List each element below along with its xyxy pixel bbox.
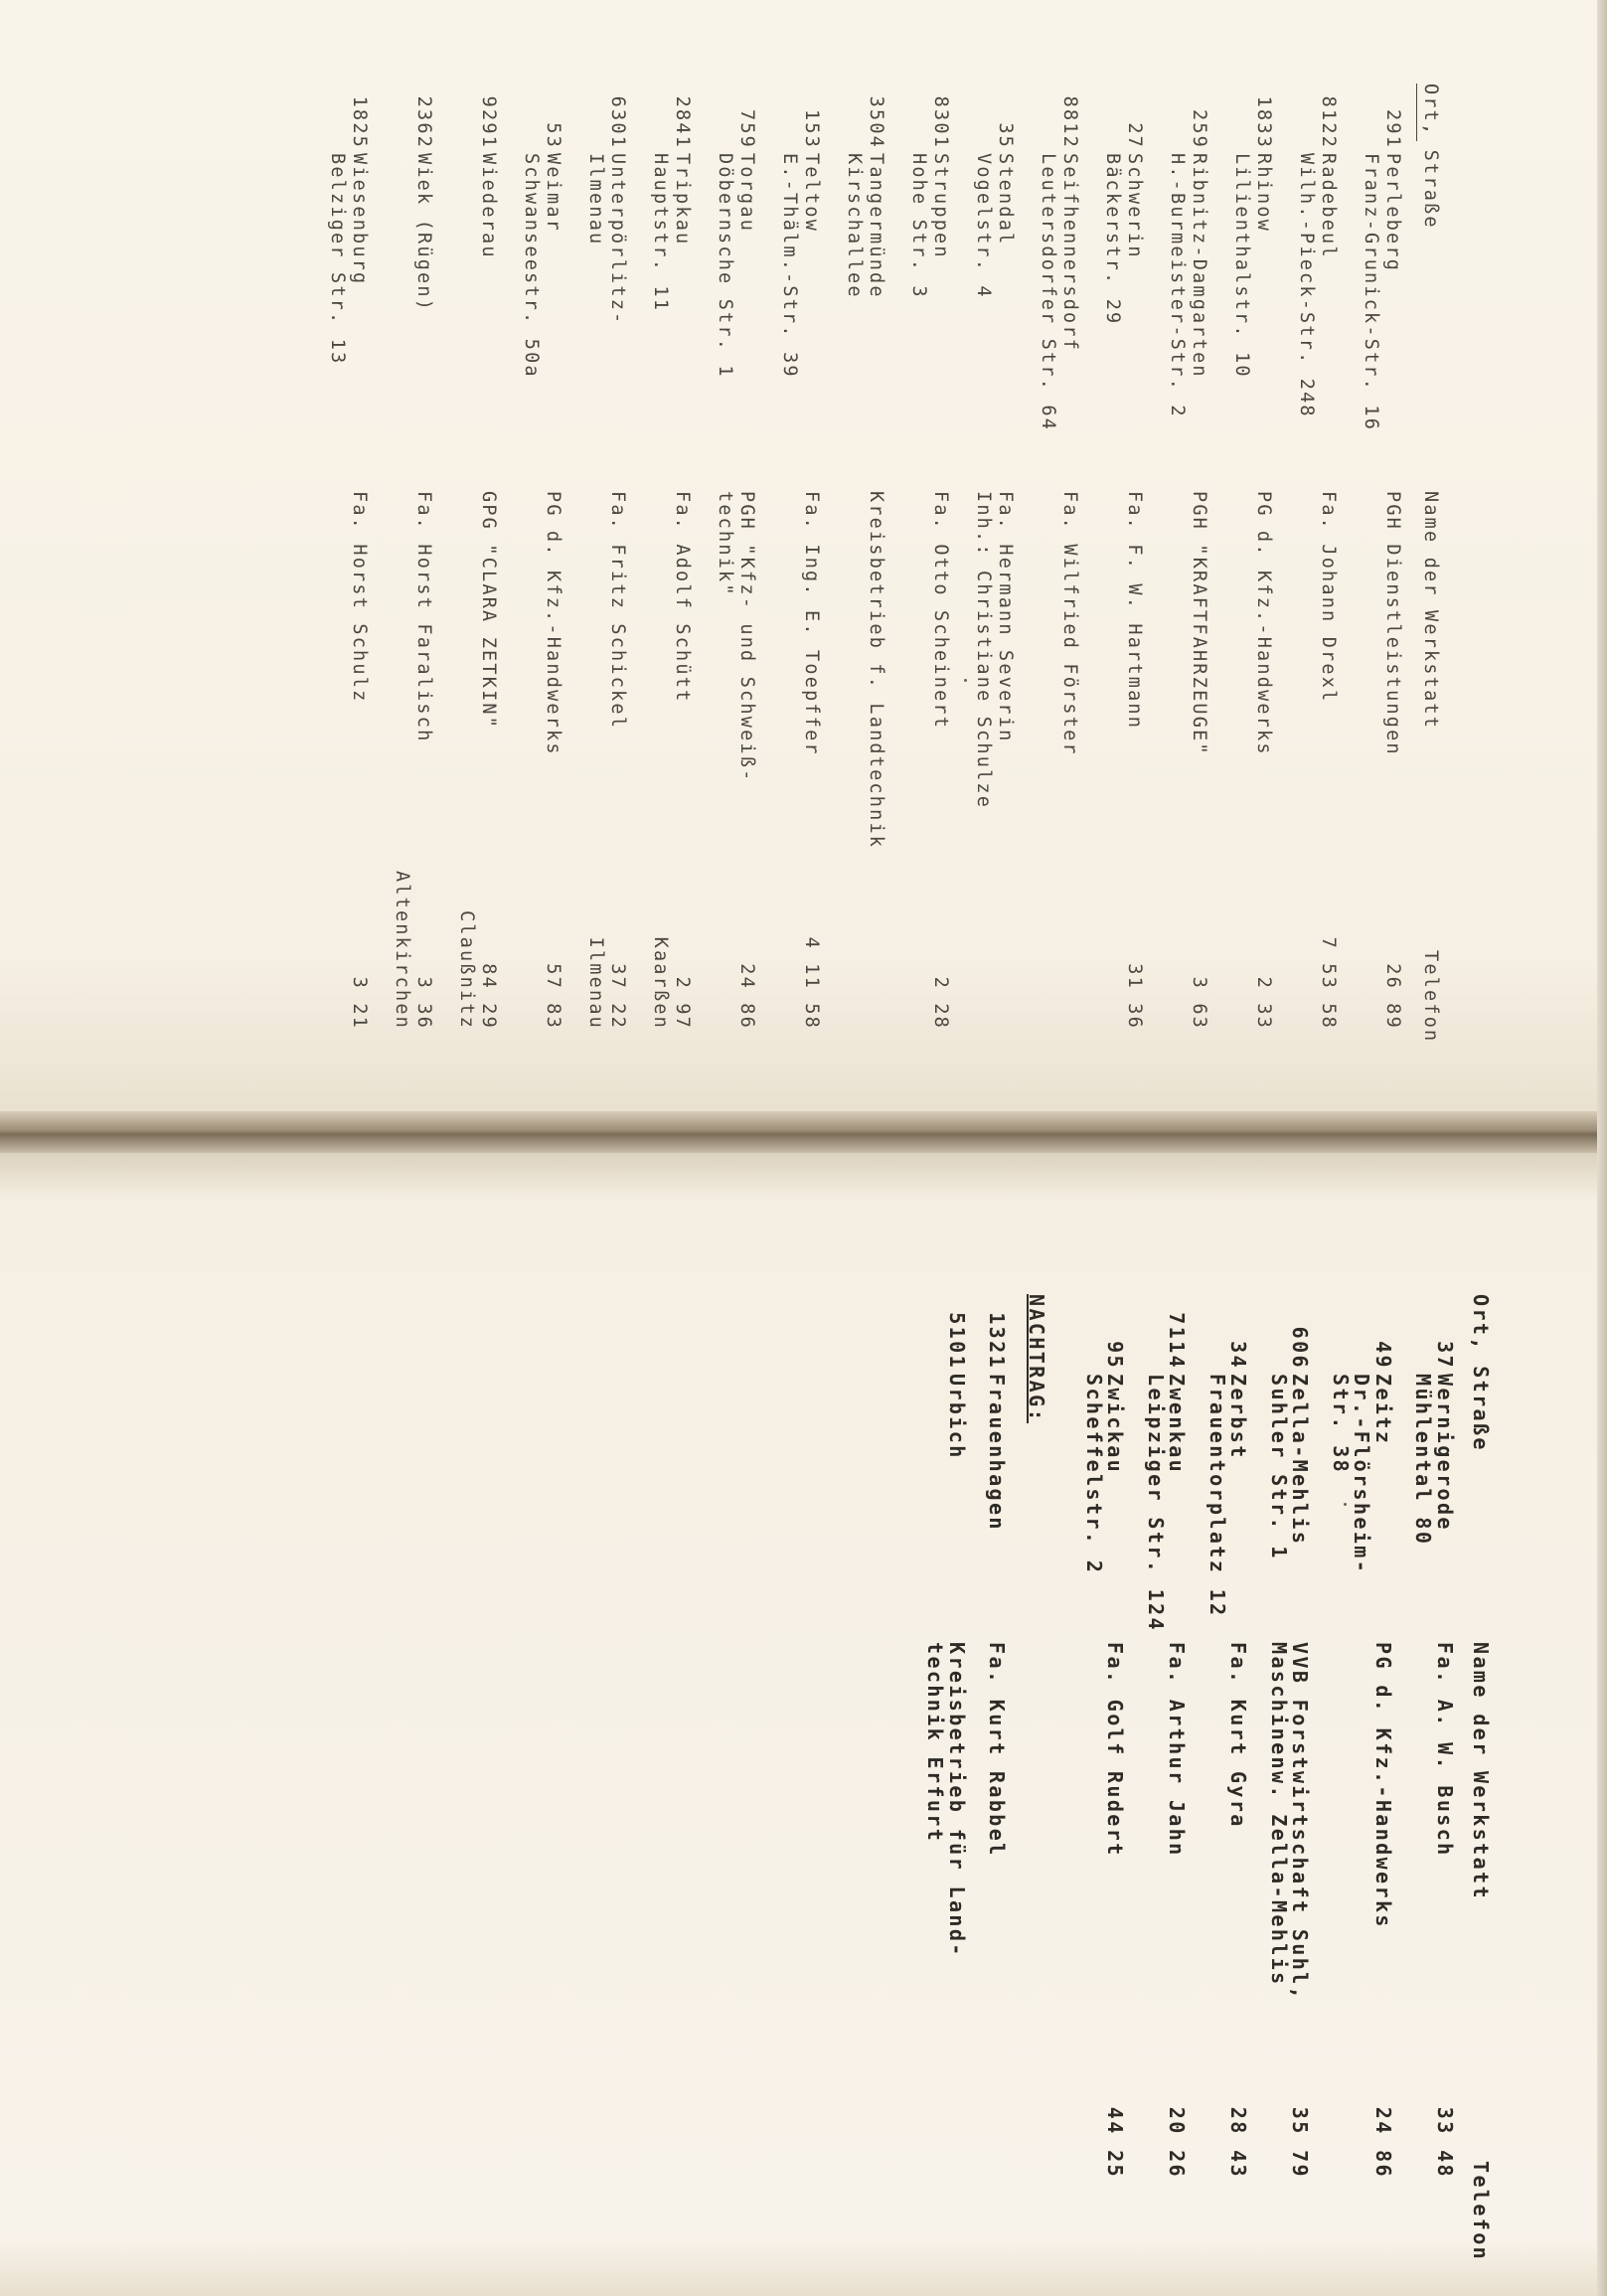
telephone-line: 31 36 <box>1124 963 1145 1030</box>
postal-code: 2841 <box>672 95 693 149</box>
postal-code: 35 <box>995 122 1016 149</box>
workshop-name-line: Fa. Kurt Gyra <box>1226 1642 1251 1829</box>
workshop-name <box>585 491 628 821</box>
workshop-name-line: Fa. Arthur Jahn <box>1165 1642 1190 1858</box>
workshop-entry <box>1145 1294 1188 2238</box>
telephone-line: 26 89 <box>1382 963 1403 1030</box>
location-address <box>924 1374 967 1642</box>
postal-code: 95 <box>1103 1341 1128 1370</box>
postal-code: 1825 <box>349 95 370 149</box>
location-address-line: Weimar <box>543 153 563 234</box>
telephone-line: Ilmenau <box>585 936 607 1030</box>
telephone <box>456 821 499 1040</box>
workshop-name-line: Fa. Adolf Schütt <box>672 491 693 704</box>
telephone-line: 2 97 <box>672 976 693 1030</box>
telephone-line <box>946 2079 968 2179</box>
telephone-line: 20 26 <box>1165 2106 1190 2179</box>
workshop-name <box>1330 1642 1394 2079</box>
location-address-line: Mühlental 80 <box>1411 1374 1436 1547</box>
workshop-name-line: Fa. Kurt Rabbel <box>985 1642 1010 1858</box>
location-address-line: Vogelstr. 4 <box>973 153 995 299</box>
workshop-entry <box>986 1294 1008 2238</box>
workshop-entry <box>327 83 370 1030</box>
location-address <box>1167 153 1209 491</box>
location-address <box>1412 1374 1455 1642</box>
location-address-line: Leipziger Str. 124 <box>1144 1374 1168 1632</box>
location-address <box>1145 1374 1188 1642</box>
telephone <box>1412 2079 1455 2189</box>
location-address-line: Hauptstr. 11 <box>650 153 672 313</box>
header-underline <box>1416 83 1417 141</box>
telephone <box>844 821 886 1040</box>
telephone-line: 24 86 <box>1371 2106 1395 2179</box>
workshop-name-line: Fa. Golf Rudert <box>1103 1642 1128 1858</box>
telephone-line: 37 22 <box>607 963 628 1030</box>
location-address-line: Wiesenburg <box>349 153 370 286</box>
workshop-name-line: Fa. F. W. Hartmann <box>1124 491 1145 731</box>
column-headers <box>1403 83 1441 1044</box>
telephone-line: 44 25 <box>1103 2106 1128 2179</box>
workshop-entry <box>1361 83 1403 1030</box>
workshop-name <box>779 491 822 821</box>
location-address <box>1102 153 1145 491</box>
workshop-entry <box>924 1294 967 2238</box>
workshop-entry <box>1206 1294 1249 2238</box>
telephone <box>1145 2079 1188 2189</box>
telephone <box>327 821 370 1040</box>
workshop-entry <box>585 83 628 1030</box>
workshop-name <box>1145 1642 1188 2079</box>
location-address-line: Torgau <box>736 153 757 234</box>
workshop-name-line: Fa. A. W. Busch <box>1433 1642 1457 1858</box>
location-address <box>844 153 886 491</box>
workshop-name-line: Kreisbetrieb f. Landtechnik <box>866 491 886 850</box>
telephone <box>1206 2079 1249 2189</box>
workshop-entry <box>1167 83 1209 1030</box>
workshop-name-line: PGH "KRAFTFAHRZEUGE" <box>1189 491 1209 756</box>
postal-code: 153 <box>801 108 822 149</box>
postal-code: 5101 <box>945 1312 969 1370</box>
workshop-name-line: Fa. Johann Drexl <box>1318 491 1339 704</box>
workshop-name-line: PG d. Kfz.-Handwerks <box>543 491 563 756</box>
workshop-name <box>1206 1642 1249 2079</box>
header-ort: Ort, Straße <box>1469 1294 1493 1452</box>
workshop-name <box>844 491 886 850</box>
location-address <box>986 1374 1008 1642</box>
location-address-line: Urbich <box>945 1374 969 1460</box>
location-address-line: Hohe Str. 3 <box>908 153 930 299</box>
location-address <box>715 153 757 491</box>
workshop-entry <box>1083 1294 1126 2238</box>
location-address-line: Schwanseestr. 50a <box>521 153 543 379</box>
location-address-line: Scheffelstr. 2 <box>1082 1374 1106 1575</box>
location-address-line: E.-Thälm.-Str. 39 <box>779 153 801 379</box>
workshop-name-line: PGH "Kfz- und Schweiß- <box>736 491 757 783</box>
location-address-line: Wilh.-Pieck-Str. 248 <box>1296 153 1318 418</box>
postal-code: 7114 <box>1165 1312 1190 1370</box>
book-gutter <box>0 1111 1607 1153</box>
telephone <box>1296 821 1339 1040</box>
postal-code: 27 <box>1124 122 1145 149</box>
telephone <box>650 821 693 1040</box>
telephone-line <box>986 2079 1008 2179</box>
postal-code: 49 <box>1371 1341 1395 1370</box>
location-address <box>779 153 822 491</box>
workshop-entry <box>844 83 886 1018</box>
location-address-line: Wiederau <box>478 153 499 259</box>
workshop-entry <box>779 83 822 1030</box>
telephone <box>1083 2079 1126 2189</box>
workshop-name <box>1102 491 1145 821</box>
telephone <box>1361 821 1403 1040</box>
telephone <box>908 821 951 1040</box>
header-ort: Ort, Straße <box>1420 83 1441 230</box>
location-address-line: Stendal <box>995 153 1016 246</box>
postal-code: 291 <box>1382 108 1403 149</box>
nachtrag-heading <box>1026 1294 1049 2238</box>
telephone <box>1268 2079 1311 2189</box>
workshop-name <box>456 491 499 821</box>
location-address <box>1083 1374 1126 1642</box>
workshop-name-line: Fa. Horst Faralisch <box>413 491 434 743</box>
workshop-name <box>1412 1642 1455 2079</box>
postal-code: 53 <box>543 122 563 149</box>
postal-code: 606 <box>1288 1326 1313 1370</box>
telephone <box>986 2079 1008 2189</box>
location-address-line: Unterpörlitz- <box>607 153 628 326</box>
postal-code: 259 <box>1189 108 1209 149</box>
telephone-line: 7 53 58 <box>1318 936 1339 1030</box>
telephone-line <box>1059 821 1081 1030</box>
location-address-line: Wernigerode <box>1433 1374 1457 1532</box>
location-address-line: Zeitz <box>1371 1374 1395 1446</box>
location-address <box>521 153 563 491</box>
telephone <box>1231 821 1274 1040</box>
telephone-line: 24 86 <box>736 963 757 1030</box>
telephone-line: 28 43 <box>1226 2106 1251 2179</box>
location-address-line: Kirschallee <box>844 153 866 299</box>
workshop-entry <box>715 83 757 1030</box>
location-address-line: Perleberg <box>1382 153 1403 273</box>
workshop-entry <box>1231 83 1274 1030</box>
location-address-line: Tangermünde <box>866 153 886 299</box>
workshop-name <box>1038 491 1080 821</box>
workshop-name-line: Fa. Wilfried Förster <box>1059 491 1080 756</box>
telephone <box>924 2079 967 2189</box>
workshop-name <box>1083 1642 1126 2079</box>
workshop-name-line: Maschinenw. Zella-Mehlis <box>1267 1642 1291 1987</box>
postal-code: 37 <box>1433 1341 1457 1370</box>
location-address-line: Dr.-Flörsheim- <box>1350 1374 1374 1575</box>
telephone-line: 84 29 <box>478 963 499 1030</box>
location-address-line: Wiek (Rügen) <box>413 153 434 313</box>
location-address-line: Str. 38 <box>1329 1374 1353 1475</box>
postal-code: 8812 <box>1059 95 1080 149</box>
location-address <box>1268 1374 1311 1642</box>
workshop-list <box>327 83 1403 1030</box>
location-address-line: Zella-Mehlis <box>1288 1374 1313 1547</box>
workshop-entry <box>650 83 693 1030</box>
postal-code: 9291 <box>478 95 499 149</box>
postal-code: 8122 <box>1318 95 1339 149</box>
location-address-line: Döbernsche Str. 1 <box>715 153 736 379</box>
telephone <box>585 821 628 1040</box>
header-name: Name der Werkstatt <box>1420 491 1441 731</box>
location-address-line: Suhler Str. 1 <box>1267 1374 1291 1560</box>
header-name: Name der Werkstatt <box>1469 1642 1493 1900</box>
workshop-entry <box>1412 1294 1455 2238</box>
location-address-line: Franz-Grunick-Str. 16 <box>1361 153 1382 432</box>
telephone-line: Altenkirchen <box>392 870 413 1030</box>
workshop-name-line: GPG "CLARA ZETKIN" <box>478 491 499 731</box>
telephone-line: 3 21 <box>349 976 370 1030</box>
workshop-name <box>1296 491 1339 821</box>
location-address-line: Zwenkau <box>1165 1374 1190 1475</box>
location-address <box>1206 1374 1249 1642</box>
location-address-line: H.-Burmeister-Str. 2 <box>1167 153 1189 418</box>
telephone-line: Claußnitz <box>456 909 478 1030</box>
location-address-line: Frauentorplatz 12 <box>1205 1374 1229 1618</box>
location-address-line: Teltow <box>801 153 822 234</box>
telephone-line: 4 11 58 <box>801 936 822 1030</box>
telephone <box>392 821 434 1040</box>
location-address <box>1038 153 1080 491</box>
workshop-name-line: VVB Forstwirtschaft Suhl, <box>1288 1642 1313 2002</box>
telephone-line: 57 83 <box>543 963 563 1030</box>
workshop-name <box>1167 491 1209 821</box>
telephone <box>973 821 1016 1040</box>
workshop-name <box>715 491 757 821</box>
telephone-line: 35 79 <box>1288 2106 1313 2179</box>
telephone-line: 2 33 <box>1253 976 1274 1030</box>
header-telefon: Telefon <box>1469 2161 1493 2262</box>
location-address <box>908 153 951 491</box>
telephone <box>521 821 563 1040</box>
postal-code: 34 <box>1226 1341 1251 1370</box>
location-address-line: Schwerin <box>1124 153 1145 259</box>
nachtrag-list <box>924 1294 1008 2238</box>
workshop-name-line: Fa. Ing. E. Toepffer <box>801 491 822 756</box>
workshop-name <box>392 491 434 821</box>
location-address-line: Rhinow <box>1253 153 1274 234</box>
workshop-entry <box>1038 83 1080 1018</box>
header-telefon: Telefon <box>1420 950 1441 1044</box>
workshop-entry <box>1330 1294 1394 2238</box>
workshop-name <box>1361 491 1403 821</box>
location-address-line: Ribnitz-Damgarten <box>1189 153 1209 379</box>
location-address-line: Bäckerstr. 29 <box>1102 153 1124 326</box>
location-address-line: Lilienthalstr. 10 <box>1231 153 1253 379</box>
page-edge <box>1597 0 1607 2296</box>
workshop-entry <box>456 83 499 1030</box>
postal-code: 6301 <box>607 95 628 149</box>
workshop-entry <box>908 83 951 1030</box>
column-headers <box>1455 1294 1493 2262</box>
workshop-list <box>1083 1294 1456 2238</box>
location-address-line: Zwickau <box>1103 1374 1128 1475</box>
location-address-line: Seifhennersdorf <box>1059 153 1080 353</box>
location-address-line: Leutersdorfer Str. 64 <box>1038 153 1059 432</box>
postal-code: 1833 <box>1253 95 1274 149</box>
location-address <box>1361 153 1403 491</box>
location-address <box>456 153 499 491</box>
workshop-name-line: PG d. Kfz.-Handwerks <box>1371 1642 1395 1929</box>
telephone-line: 33 48 <box>1433 2106 1457 2179</box>
nachtrag-label: NACHTRAG: <box>1025 1294 1049 1423</box>
postal-code: 8301 <box>930 95 951 149</box>
location-address <box>392 153 434 491</box>
workshop-name <box>986 1642 1008 2079</box>
location-address-line: Belziger Str. 13 <box>327 153 349 366</box>
location-address <box>327 153 370 491</box>
location-address <box>1231 153 1274 491</box>
telephone <box>779 821 822 1040</box>
workshop-name-line: Fa. Fritz Schickel <box>607 491 628 731</box>
telephone <box>1167 821 1209 1040</box>
postal-code: 2362 <box>413 95 434 149</box>
workshop-entry <box>521 83 563 1030</box>
workshop-name <box>650 491 693 821</box>
postal-code: 1321 <box>985 1312 1010 1370</box>
workshop-name <box>1231 491 1274 821</box>
workshop-name-line: PGH Dienstleistungen <box>1382 491 1403 756</box>
location-address-line: Tripkau <box>672 153 693 246</box>
workshop-name <box>327 491 370 821</box>
location-address <box>585 153 628 491</box>
workshop-name <box>924 1642 967 2079</box>
location-address-line: Struppen <box>930 153 951 259</box>
workshop-name-line: Inh.: Christiane Schulze <box>973 491 995 810</box>
telephone-line: 2 28 <box>930 976 951 1030</box>
location-address <box>973 153 1016 491</box>
workshop-name-line: Fa. Otto Scheinert <box>930 491 951 731</box>
workshop-entry <box>973 83 1016 1018</box>
telephone-line <box>995 821 1017 1030</box>
location-address <box>650 153 693 491</box>
location-address-line: Frauenhagen <box>985 1374 1010 1532</box>
workshop-name-line: technik Erfurt <box>923 1642 948 1844</box>
top-page-listing <box>149 83 1441 1044</box>
location-address-line: Zerbst <box>1226 1374 1251 1460</box>
location-address <box>1296 153 1339 491</box>
workshop-entry <box>1296 83 1339 1030</box>
telephone <box>1330 2079 1394 2189</box>
workshop-name-line: Kreisbetrieb für Land- <box>945 1642 969 1958</box>
workshop-name <box>908 491 951 821</box>
workshop-entry <box>1102 83 1145 1030</box>
workshop-name-line: PG d. Kfz.-Handwerks <box>1253 491 1274 756</box>
workshop-name <box>521 491 563 821</box>
bottom-page-listing <box>698 1294 1493 2262</box>
workshop-name <box>1268 1642 1311 2079</box>
workshop-entry <box>392 83 434 1030</box>
telephone <box>1038 821 1080 1040</box>
telephone-line <box>866 821 887 1030</box>
postal-code: 3504 <box>866 95 886 149</box>
workshop-name-line: Fa. Horst Schulz <box>349 491 370 704</box>
telephone-line: 3 63 <box>1189 976 1209 1030</box>
telephone-line: Kaarßen <box>650 936 672 1030</box>
telephone <box>715 821 757 1040</box>
location-address-line: Radebeul <box>1318 153 1339 259</box>
telephone <box>1102 821 1145 1040</box>
telephone-line: 3 36 <box>413 976 434 1030</box>
location-address-line: Ilmenau <box>585 153 607 246</box>
workshop-name <box>973 491 1016 821</box>
location-address <box>1330 1374 1394 1642</box>
postal-code: 759 <box>736 108 757 149</box>
workshop-name-line: technik" <box>715 491 736 597</box>
workshop-entry <box>1268 1294 1311 2238</box>
workshop-name-line: Fa. Hermann Severin <box>995 491 1016 743</box>
